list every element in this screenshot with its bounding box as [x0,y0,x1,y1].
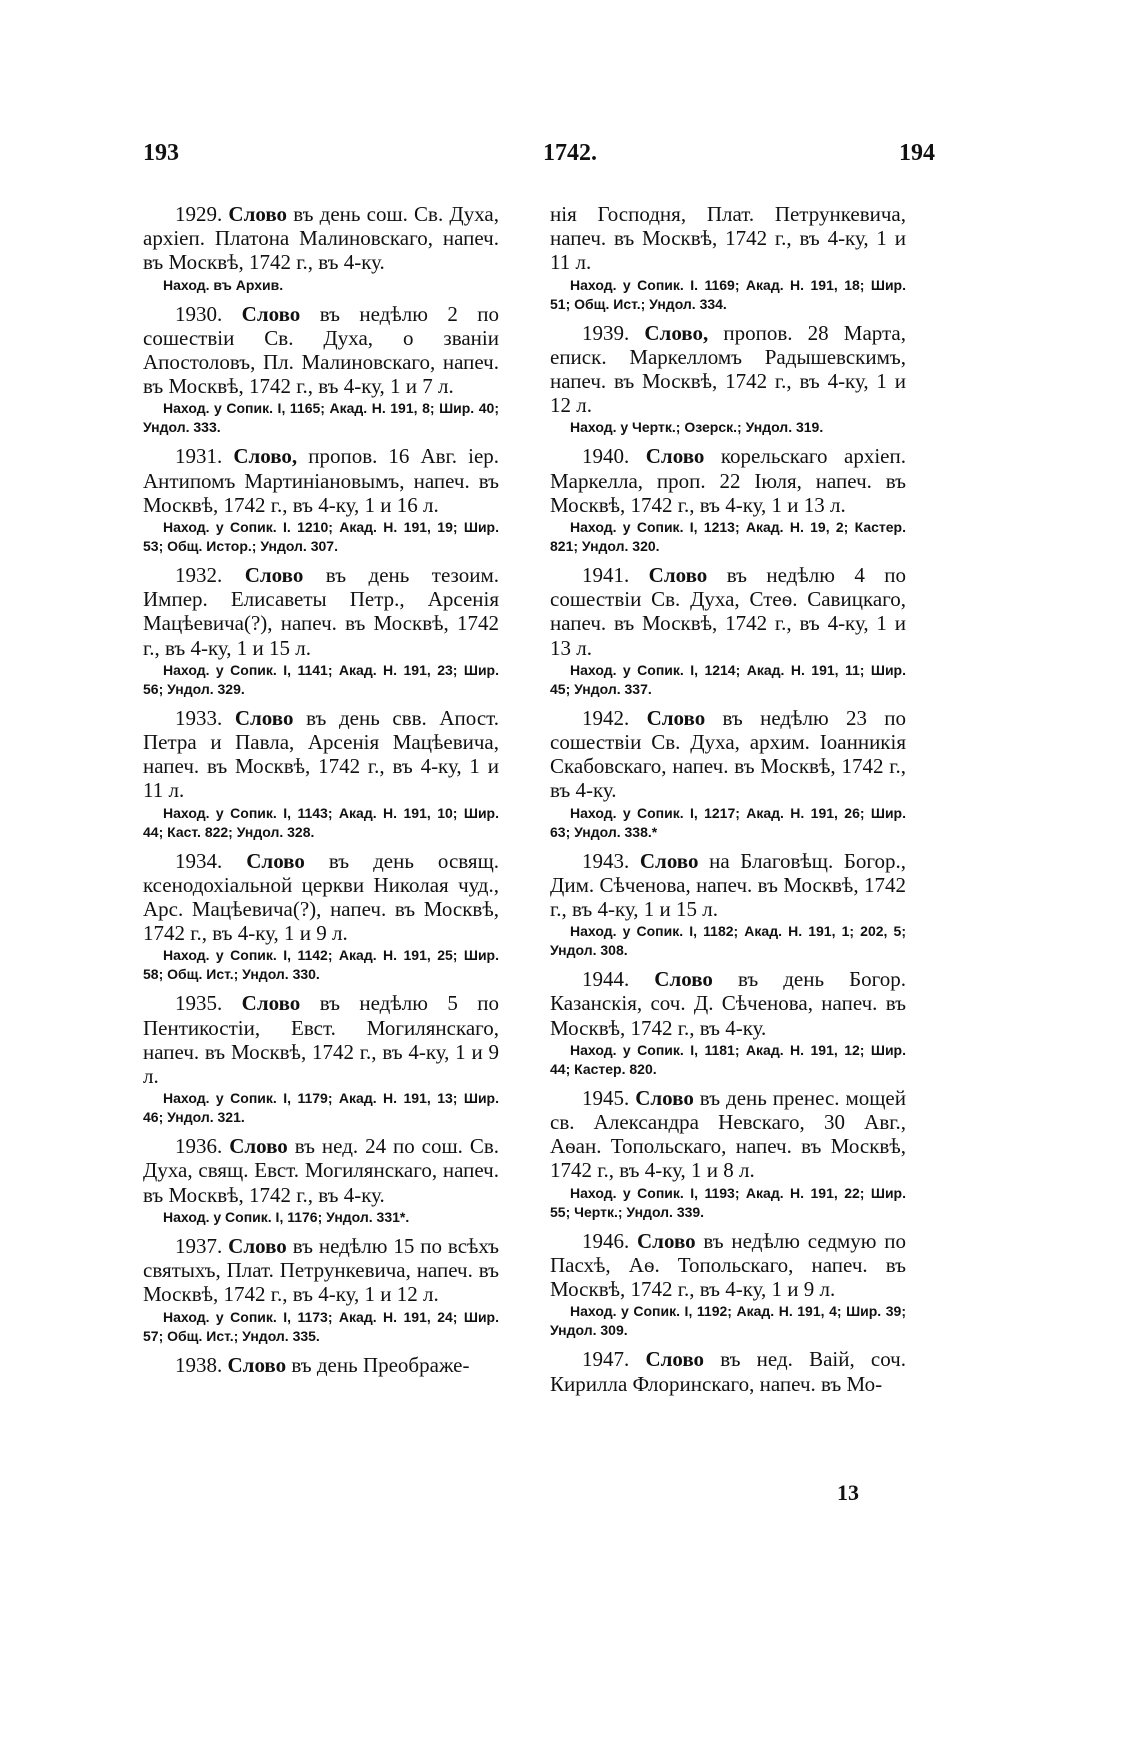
entry-number: 1942. [582,705,630,730]
entry-location: Наход. у Сопик. I, 1143; Акад. Н. 191, 10; Шир. 44; Каст. 822; Ундол. 328. [143,804,499,840]
entry-description: въ недѣлю 2 по сошествiи Св. Духа, о званiи Апостоловъ, Пл. Малиновскаго, напеч. въ Москвѣ, 1742 г., въ 4-ку, 1 и 7 л. [143,301,499,399]
catalog-entry [550,1086,906,1222]
entry-keyword: Слово [648,563,708,588]
catalog-entry [550,967,906,1079]
entry-location: Наход. у Сопик. I, 1182; Акад. Н. 191, 1; 202, 5; Ундол. 308. [550,923,906,959]
catalog-entry [143,1234,499,1346]
entry-text [550,849,906,922]
signature-mark: 13 [837,1480,859,1505]
entry-location: Наход. у Сопик. I, 1213; Акад. Н. 19, 2; Кастер. 821; Ундол. 320. [550,519,906,555]
entry-text [143,706,499,803]
entry-number: 1933. [175,705,223,730]
entry-number: 1946. [582,1228,630,1253]
entry-text [550,1086,906,1183]
continued-entry [550,202,906,314]
entry-description: въ день Богор. Казанскiя, соч. Д. Сѣченова, напеч. въ Москвѣ, 1742 г., въ 4-ку. [550,967,906,1040]
entry-location: Наход. въ Архив. [163,276,284,293]
entry-keyword: Слово [234,705,294,730]
entry-keyword: Слово [228,1233,287,1258]
entry-keyword: Слово [645,1347,705,1372]
entry-description: въ день тезоим. Импер. Елисаветы Петр., Арсенiя Мацѣевича(?), напеч. въ Москвѣ, 1742 г., въ 4-ку, 1 и 15 л. [143,563,500,660]
entry-location: Наход. у Сопик. I, 1214; Акад. Н. 191, 11; Шир. 45; Ундол. 337. [550,661,906,697]
entry-keyword: Слово [241,301,301,326]
running-head-year: 1742. [543,140,597,166]
entry-description: въ недѣлю 5 по Пентикостiи, Евст. Могилянскаго, напеч. въ Москвѣ, 1742 г., въ 4-ку, 1 и 9 л. [143,991,499,1089]
page-number-right: 194 [899,140,935,166]
entry-number: 1936. [175,1134,223,1159]
right-column [550,202,906,1403]
entry-text [550,444,906,517]
catalog-entry [550,1229,906,1341]
entry-number: 1935. [175,991,223,1016]
page-header [0,140,1140,180]
entry-description: на Благовѣщ. Богор., Дим. Сѣченова, напеч. въ Москвѣ, 1742 г., въ 4-ку, 1 и 15 л. [550,848,906,922]
entry-location: Наход. у Сопик. I, 1141; Акад. Н. 191, 23; Шир. 56; Ундол. 329. [143,661,499,697]
entry-location: Наход. у Сопик. I, 1217; Акад. Н. 191, 26; Шир. 63; Ундол. 338.* [550,804,906,840]
entry-description: въ недѣлю седмую по Пасхѣ, Аѳ. Топольскаго, напеч. въ Москвѣ, 1742 г., въ 4-ку, 1 и 9 л. [550,1228,907,1302]
entry-text [550,563,906,660]
entry-text [143,444,499,517]
entry-text [143,991,499,1088]
catalog-entry [550,563,906,699]
entry-number: 1930. [175,301,223,326]
entry-description: въ нед. 24 по сош. Св. Духа, свящ. Евст. Могилянскаго, напеч. въ Москвѣ, 1742 г., въ 4-ку. [143,1134,500,1207]
entry-number: 1945. [582,1085,630,1110]
entry-number: 1931. [175,444,223,469]
entry-keyword: Слово [637,1228,696,1253]
entry-description: въ день свв. Апост. Петра и Павла, Арсенiя Мацѣевича, напеч. въ Москвѣ, 1742 г., въ 4-ку, 1 и 11 л. [143,705,499,803]
continued-entry-text: нiя Господня, Плат. Петрункевича, напеч. въ Москвѣ, 1742 г., въ 4-ку, 1 и 11 л. [550,202,906,275]
entry-location: Наход. у Сопик. I, 1193; Акад. Н. 191, 22; Шир. 55; Чертк.; Ундол. 339. [550,1184,906,1220]
entry-keyword: Слово [241,991,301,1016]
catalog-entry [143,1134,499,1227]
entry-number: 1938. [175,1352,223,1377]
entry-text [550,1229,906,1302]
entry-number: 1934. [175,848,223,873]
catalog-entry [550,849,906,961]
catalog-entry [143,202,499,295]
entry-keyword: Слово, [644,320,709,345]
entry-text [550,967,906,1040]
catalog-entry [550,1347,906,1395]
entry-text [143,849,499,946]
left-column [143,202,499,1384]
entry-description: въ день пренес. мощей св. Александра Невскаго, 30 Авг., Аѳан. Топольскаго, напеч. въ Москвѣ, 1742 г., въ 4-ку, 1 и 8 л. [550,1085,906,1183]
entry-description: въ недѣлю 23 по сошествiи Св. Духа, архим. Iоанникiя Скабовскаго, напеч. въ Москвѣ, 1742 г., въ 4-ку. [550,705,907,803]
entry-location: Наход. у Сопик. I. 1210; Акад. Н. 191, 19; Шир. 53; Общ. Истор.; Ундол. 307. [143,519,499,555]
entry-description: въ день освящ. ксенодохiальной церкви Николая чуд., Арс. Мацѣевича(?), напеч. въ Москвѣ, 1742 г., въ 4-ку, 1 и 9 л. [143,848,499,946]
entry-number: 1937. [175,1233,223,1258]
entry-keyword: Слово [639,848,699,873]
entry-location: Наход. у Чертк.; Озерск.; Ундол. 319. [570,419,824,436]
entry-text [143,302,499,399]
entry-number: 1941. [582,563,630,588]
entry-number: 1932. [175,563,223,588]
entry-description: въ день Преображе- [286,1352,470,1377]
entry-keyword: Слово [635,1085,694,1110]
entry-location: Наход. у Сопик. I, 1173; Акад. Н. 191, 24; Шир. 57; Общ. Ист.; Ундол. 335. [143,1308,499,1344]
catalog-entry [550,706,906,842]
entry-description: въ нед. Ваiй, соч. Кирилла Флоринскаго, напеч. въ Мо- [550,1347,906,1396]
entry-number: 1943. [582,848,630,873]
entry-text [143,1134,499,1207]
entry-description: въ недѣлю 4 по сошествiи Св. Духа, Стеѳ. Савицкаго, напеч. въ Москвѣ, 1742 г., въ 4-ку, 1 и 13 л. [550,563,906,660]
entry-location: Наход. у Сопик. I, 1179; Акад. Н. 191, 13; Шир. 46; Ундол. 321. [143,1090,499,1126]
page-number-left: 193 [143,140,179,166]
entry-keyword: Слово [229,1134,288,1159]
entry-description: пропов. 16 Авг. iер. Антипомъ Мартинiановымъ, напеч. въ Москвѣ, 1742 г., въ 4-ку, 1 и 16 л. [143,444,500,517]
entry-text [550,1347,906,1395]
catalog-entry [550,444,906,556]
entry-location: Наход. у Сопик. I, 1142; Акад. Н. 191, 25; Шир. 58; Общ. Ист.; Ундол. 330. [143,947,499,983]
entry-number: 1939. [582,320,630,345]
catalog-entry [143,706,499,842]
entry-number: 1940. [582,444,630,469]
entry-text [550,706,906,803]
catalog-entry [143,1353,499,1377]
entry-description: пропов. 28 Марта, еписк. Маркелломъ Радышевскимъ, напеч. въ Москвѣ, 1742 г., въ 4-ку, 1 и 12 л. [550,320,906,418]
catalog-entry [143,563,499,699]
entry-description: въ недѣлю 15 по всѣхъ святыхъ, Плат. Петрункевича, напеч. въ Москвѣ, 1742 г., въ 4-ку, 1 и 12 л. [143,1233,499,1307]
entry-number: 1947. [582,1347,630,1372]
entry-description: корельскаго архiеп. Маркелла, проп. 22 Iюля, напеч. въ Москвѣ, 1742 г., въ 4-ку, 1 и 13 л. [550,444,906,517]
catalog-entry [143,444,499,556]
entry-number: 1944. [582,967,630,992]
catalog-entry [550,321,906,438]
entry-keyword: Слово [244,563,304,588]
catalog-entry [143,991,499,1127]
catalog-entry [143,849,499,985]
entry-text [143,563,499,660]
entry-keyword: Слово [246,848,305,873]
entry-keyword: Слово [646,705,706,730]
entry-text [143,1353,499,1377]
entry-location: Наход. у Сопик. I, 1165; Акад. Н. 191, 8; Шир. 40; Ундол. 333. [143,400,499,436]
entry-keyword: Слово [645,444,705,469]
entry-location: Наход. у Сопик. I, 1192; Акад. Н. 191, 4; Шир. 39; Ундол. 309. [550,1303,906,1339]
continued-entry-location: Наход. у Сопик. I. 1169; Акад. Н. 191, 18; Шир. 51; Общ. Ист.; Ундол. 334. [550,276,906,312]
entry-number: 1929. [175,202,223,226]
entry-keyword: Слово [227,1352,287,1377]
entry-location: Наход. у Сопик. I, 1176; Ундол. 331*. [163,1208,410,1225]
entry-keyword: Слово [654,967,713,992]
entry-keyword: Слово [228,202,288,226]
entry-description: въ день сош. Св. Духа, архiеп. Платона Малиновскаго, напеч. въ Москвѣ, 1742 г., въ 4-ку. [143,202,499,275]
entry-text [550,321,906,418]
catalog-entry [143,302,499,438]
entry-keyword: Слово, [233,444,298,469]
entry-text [143,202,499,275]
entry-location: Наход. у Сопик. I, 1181; Акад. Н. 191, 12; Шир. 44; Кастер. 820. [550,1041,906,1077]
entry-text [143,1234,499,1307]
